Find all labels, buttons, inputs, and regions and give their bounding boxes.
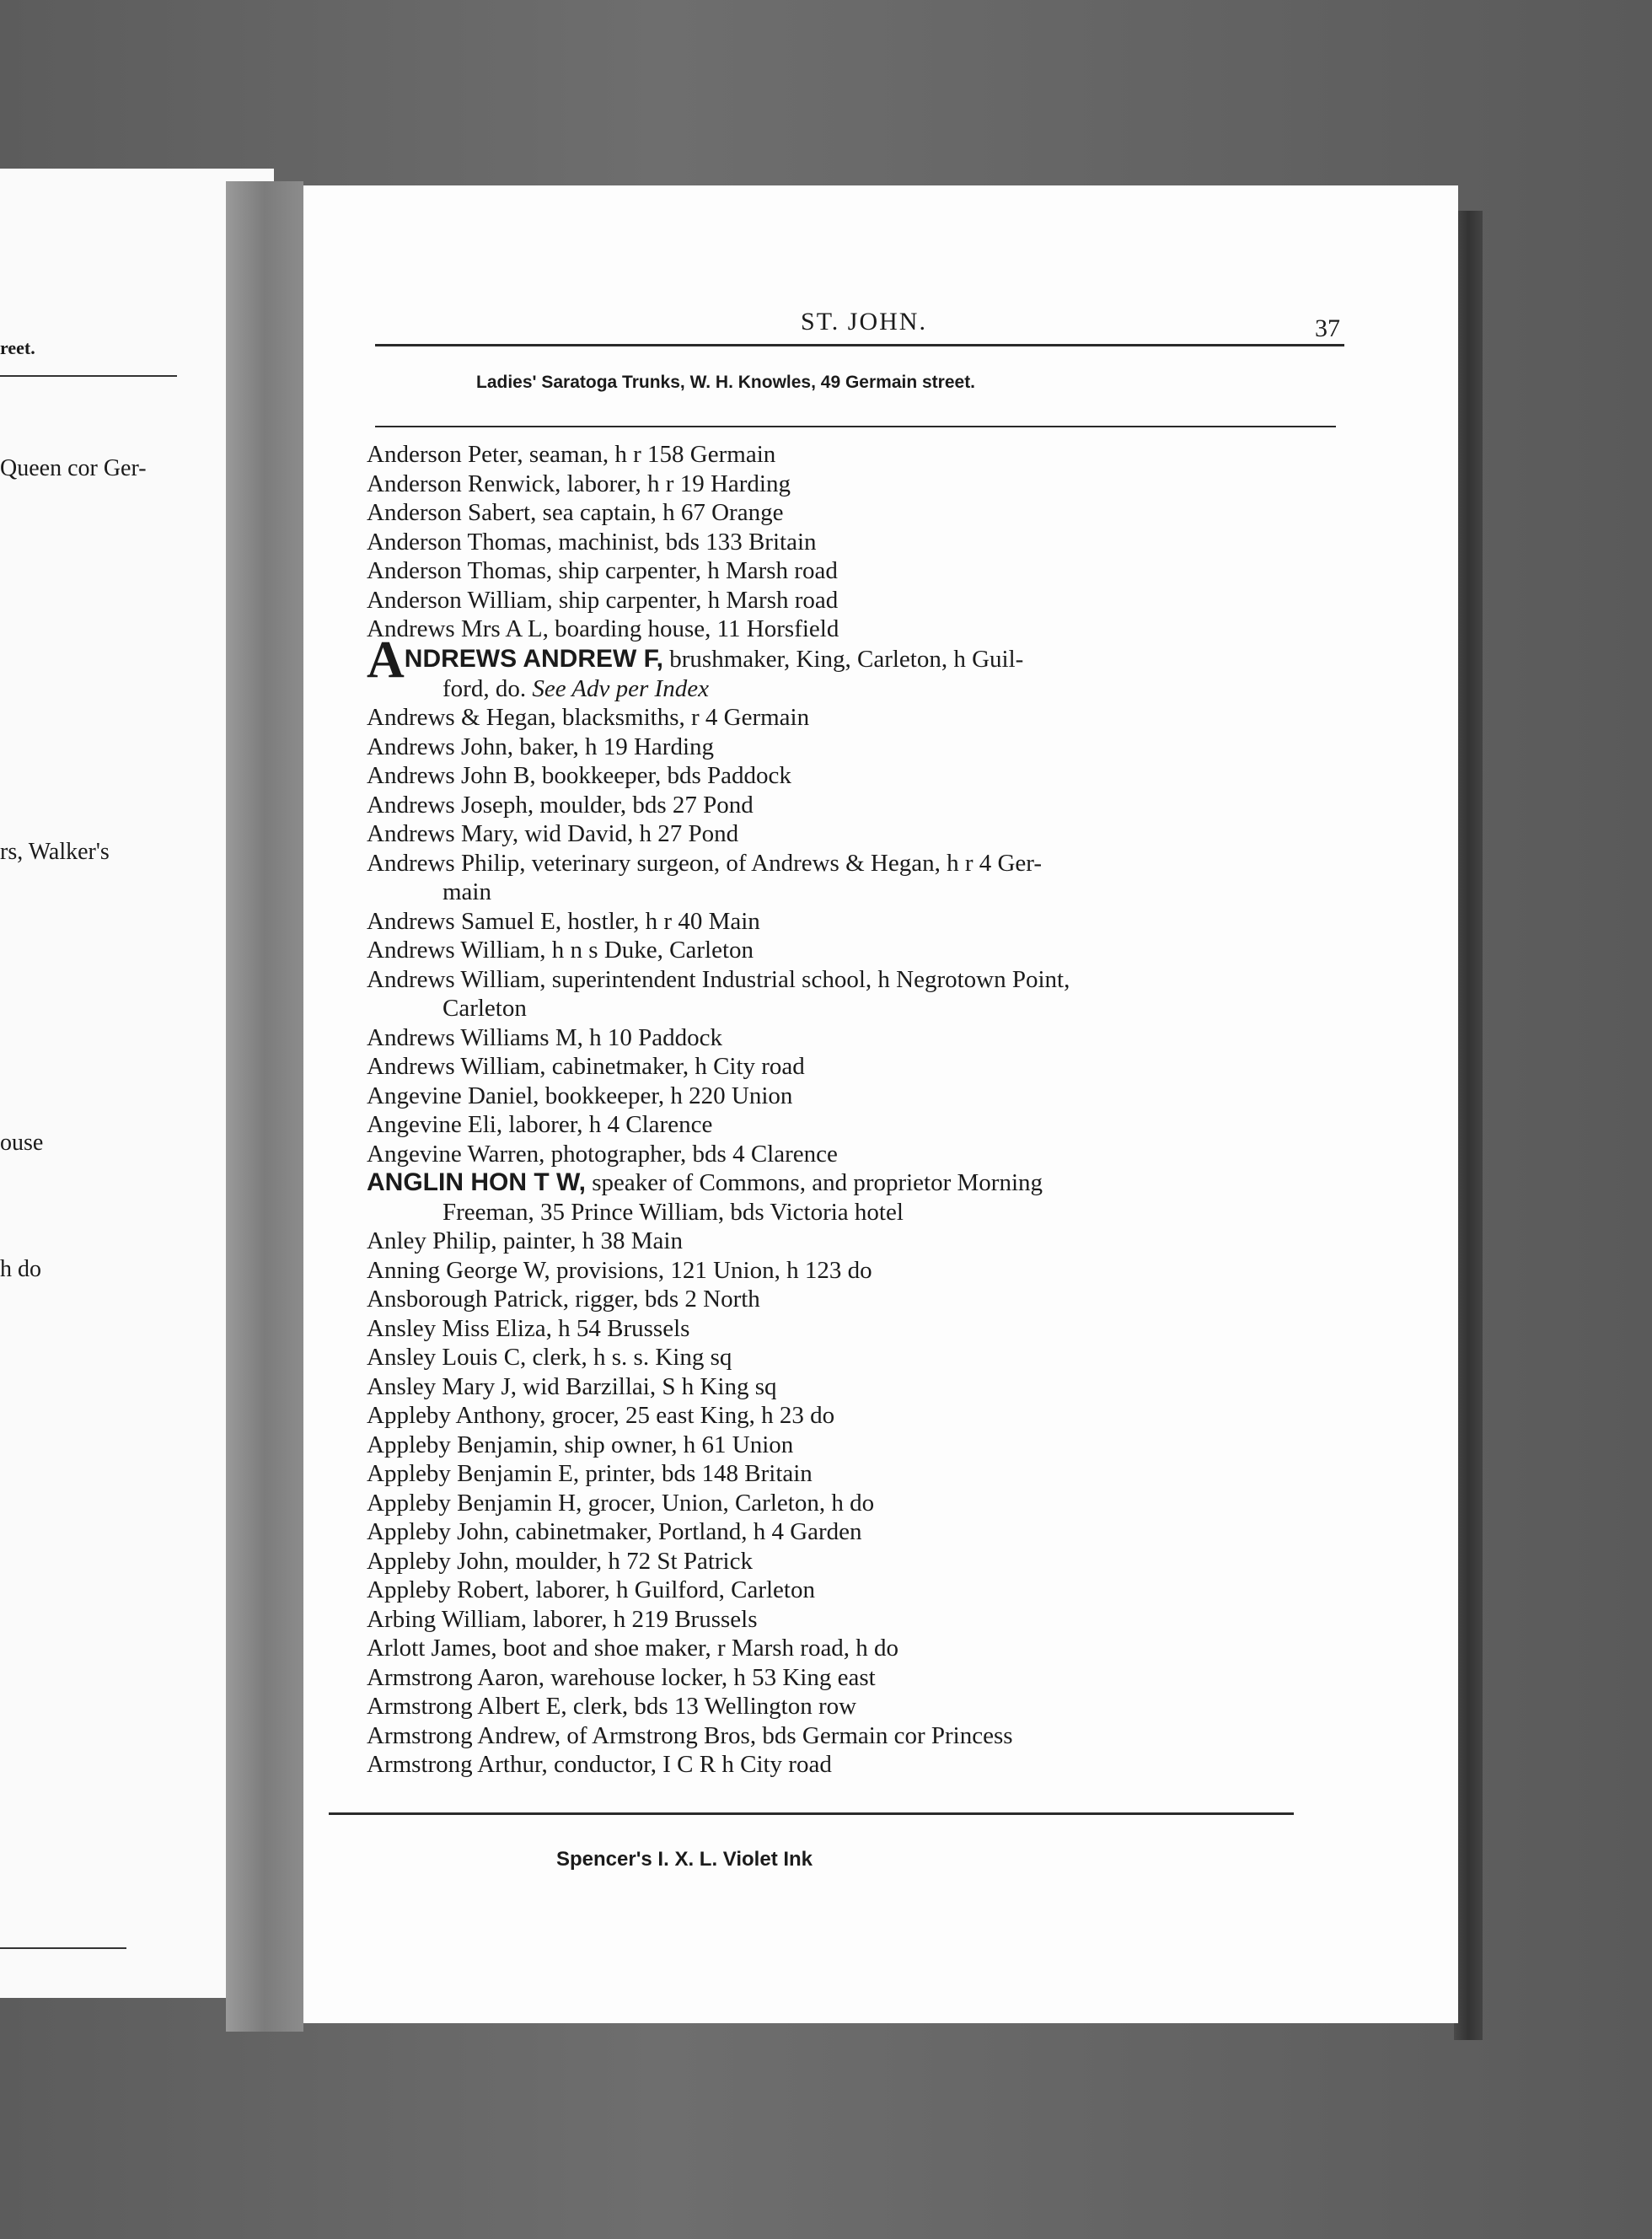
- entry-text: Appleby Benjamin E, printer, bds 148 Britain: [367, 1460, 813, 1487]
- directory-entry: [367, 1431, 1336, 1460]
- entry-text: Armstrong Albert E, clerk, bds 13 Wellington row: [367, 1693, 857, 1720]
- bottom-advertisement: Spencer's I. X. L. Violet Ink: [556, 1848, 813, 1871]
- entry-bold-name: ANGLIN HON T W,: [367, 1168, 586, 1196]
- directory-entry: [367, 936, 1336, 965]
- entry-text: Andrews William, cabinetmaker, h City road: [367, 1053, 805, 1080]
- entry-text: main: [442, 878, 491, 905]
- left-fragment-2: rs, Walker's: [0, 839, 110, 865]
- entry-text: Ansley Mary J, wid Barzillai, S h King sq: [367, 1372, 777, 1400]
- running-title: ST. JOHN.: [801, 308, 927, 336]
- directory-entry: [367, 1168, 1336, 1198]
- book-spine: [226, 181, 303, 2032]
- directory-entry: [367, 849, 1336, 878]
- directory-page: [303, 185, 1458, 2023]
- footer-rule: [329, 1812, 1294, 1815]
- directory-entry: [367, 1082, 1336, 1111]
- entry-text: Arlott James, boot and shoe maker, r Marsh road, h do: [367, 1635, 899, 1662]
- entry-text: Andrews Mary, wid David, h 27 Pond: [367, 820, 739, 847]
- entry-continuation: [367, 674, 1336, 704]
- entry-text: Armstrong Aaron, warehouse locker, h 53 King east: [367, 1663, 876, 1691]
- directory-entry: [367, 470, 1336, 499]
- entry-text: Ansley Miss Eliza, h 54 Brussels: [367, 1314, 690, 1342]
- directory-entry: [367, 761, 1336, 791]
- directory-entry: [367, 1372, 1336, 1402]
- entry-text: Anderson William, ship carpenter, h Marsh road: [367, 586, 839, 614]
- directory-entry: [367, 1314, 1336, 1344]
- directory-entry: [367, 1256, 1336, 1286]
- entry-text: speaker of Commons, and proprietor Morning: [585, 1169, 1043, 1196]
- entry-text: Andrews Mrs A L, boarding house, 11 Horsfield: [367, 615, 839, 642]
- entry-text: Andrews William, h n s Duke, Carleton: [367, 937, 754, 964]
- drop-cap: A: [367, 631, 405, 689]
- directory-entry: [367, 1489, 1336, 1518]
- entry-continuation: [367, 878, 1336, 907]
- entry-text: Armstrong Andrew, of Armstrong Bros, bds Germain cor Princess: [367, 1721, 1013, 1749]
- entry-text: Angevine Eli, laborer, h 4 Clarence: [367, 1111, 713, 1138]
- entry-text: Andrews & Hegan, blacksmiths, r 4 Germain: [367, 704, 810, 731]
- directory-entry: [367, 907, 1336, 937]
- directory-entry: [367, 498, 1336, 528]
- directory-entry: [367, 1663, 1336, 1693]
- entry-text: Appleby John, moulder, h 72 St Patrick: [367, 1547, 753, 1575]
- directory-entry: [367, 1227, 1336, 1256]
- left-footer-rule: [0, 1947, 126, 1949]
- page-number: 37: [1315, 314, 1340, 342]
- left-fragment-3: ouse: [0, 1130, 44, 1156]
- entry-text: Appleby Robert, laborer, h Guilford, Carleton: [367, 1576, 815, 1603]
- directory-entry: [367, 586, 1336, 615]
- entry-bold-name: NDREWS ANDREW F,: [404, 644, 663, 673]
- directory-entry: [367, 819, 1336, 849]
- directory-entry: [367, 1023, 1336, 1053]
- entry-text: Anning George W, provisions, 121 Union, h 123 do: [367, 1256, 872, 1284]
- directory-entry: [367, 791, 1336, 820]
- entry-text: Andrews John B, bookkeeper, bds Paddock: [367, 762, 791, 789]
- left-fragment-1: Queen cor Ger-: [0, 455, 147, 481]
- entry-text: Freeman, 35 Prince William, bds Victoria hotel: [442, 1198, 904, 1226]
- entry-text: Arbing William, laborer, h 219 Brussels: [367, 1605, 758, 1633]
- directory-entry: [367, 556, 1336, 586]
- directory-entry: [367, 1605, 1336, 1635]
- entry-text: Andrews Philip, veterinary surgeon, of Andrews & Hegan, h r 4 Ger-: [367, 849, 1043, 877]
- directory-entry: [367, 965, 1336, 995]
- directory-entry: [367, 1140, 1336, 1169]
- entry-text: Andrews William, superintendent Industrial school, h Negrotown Point,: [367, 965, 1070, 993]
- entry-text: Angevine Warren, photographer, bds 4 Clarence: [367, 1140, 838, 1168]
- directory-entry: [367, 733, 1336, 762]
- ad-rule: [375, 426, 1336, 427]
- book-edge: [1454, 211, 1483, 2040]
- entry-text: Ansley Louis C, clerk, h s. s. King sq: [367, 1344, 732, 1371]
- directory-entry: [367, 1692, 1336, 1721]
- directory-entry: [367, 1547, 1336, 1576]
- entry-text: Anderson Renwick, laborer, h r 19 Harding: [367, 470, 791, 497]
- directory-entry: [367, 1343, 1336, 1372]
- directory-entry: [367, 440, 1336, 470]
- entry-text: Andrews Joseph, moulder, bds 27 Pond: [367, 791, 754, 819]
- entry-text: Anderson Sabert, sea captain, h 67 Orange: [367, 499, 784, 526]
- directory-entry: [367, 528, 1336, 557]
- entry-text: Armstrong Arthur, conductor, I C R h City road: [367, 1751, 832, 1778]
- entry-text: ford, do.: [442, 674, 533, 702]
- directory-entry: [367, 1110, 1336, 1140]
- entry-text: Appleby Benjamin, ship owner, h 61 Union: [367, 1431, 794, 1458]
- directory-entry: [367, 1052, 1336, 1082]
- entry-text: Andrews John, baker, h 19 Harding: [367, 733, 715, 760]
- entry-text: Andrews Williams M, h 10 Paddock: [367, 1023, 722, 1051]
- entry-italic-note: See Adv per Index: [532, 674, 709, 702]
- directory-entry: [367, 1401, 1336, 1431]
- entry-text: Andrews Samuel E, hostler, h r 40 Main: [367, 907, 760, 935]
- entry-text: Carleton: [442, 995, 527, 1022]
- entry-text: Appleby Benjamin H, grocer, Union, Carleton, h do: [367, 1489, 875, 1517]
- left-header-rule: [0, 375, 177, 377]
- directory-entry: [367, 703, 1336, 733]
- directory-entry: [367, 1750, 1336, 1780]
- entry-continuation: [367, 1198, 1336, 1227]
- directory-entries: [367, 440, 1336, 1780]
- entry-text: Anderson Thomas, ship carpenter, h Marsh road: [367, 557, 838, 584]
- top-advertisement: Ladies' Saratoga Trunks, W. H. Knowles, 49 Germain street.: [476, 373, 976, 392]
- left-fragment-4: h do: [0, 1256, 41, 1282]
- entry-text: Appleby John, cabinetmaker, Portland, h 4 Garden: [367, 1518, 862, 1545]
- directory-entry: [367, 1721, 1336, 1751]
- entry-text: Anderson Peter, seaman, h r 158 Germain: [367, 441, 776, 468]
- entry-text: brushmaker, King, Carleton, h Guil-: [663, 645, 1024, 673]
- directory-entry: [367, 1517, 1336, 1547]
- header-rule: [375, 344, 1344, 346]
- entry-text: Anley Philip, painter, h 38 Main: [367, 1227, 683, 1254]
- directory-entry: [367, 1576, 1336, 1605]
- directory-entry: [367, 1459, 1336, 1489]
- entry-text: Anderson Thomas, machinist, bds 133 Britain: [367, 528, 817, 556]
- entry-text: Angevine Daniel, bookkeeper, h 220 Union: [367, 1082, 793, 1109]
- entry-text: Appleby Anthony, grocer, 25 east King, h 23 do: [367, 1402, 835, 1429]
- directory-entry: [367, 1634, 1336, 1663]
- directory-entry: [367, 1285, 1336, 1314]
- directory-entry: [367, 615, 1336, 644]
- entry-continuation: [367, 994, 1336, 1023]
- left-fragment-0: reet.: [0, 337, 35, 358]
- entry-text: Ansborough Patrick, rigger, bds 2 North: [367, 1286, 760, 1313]
